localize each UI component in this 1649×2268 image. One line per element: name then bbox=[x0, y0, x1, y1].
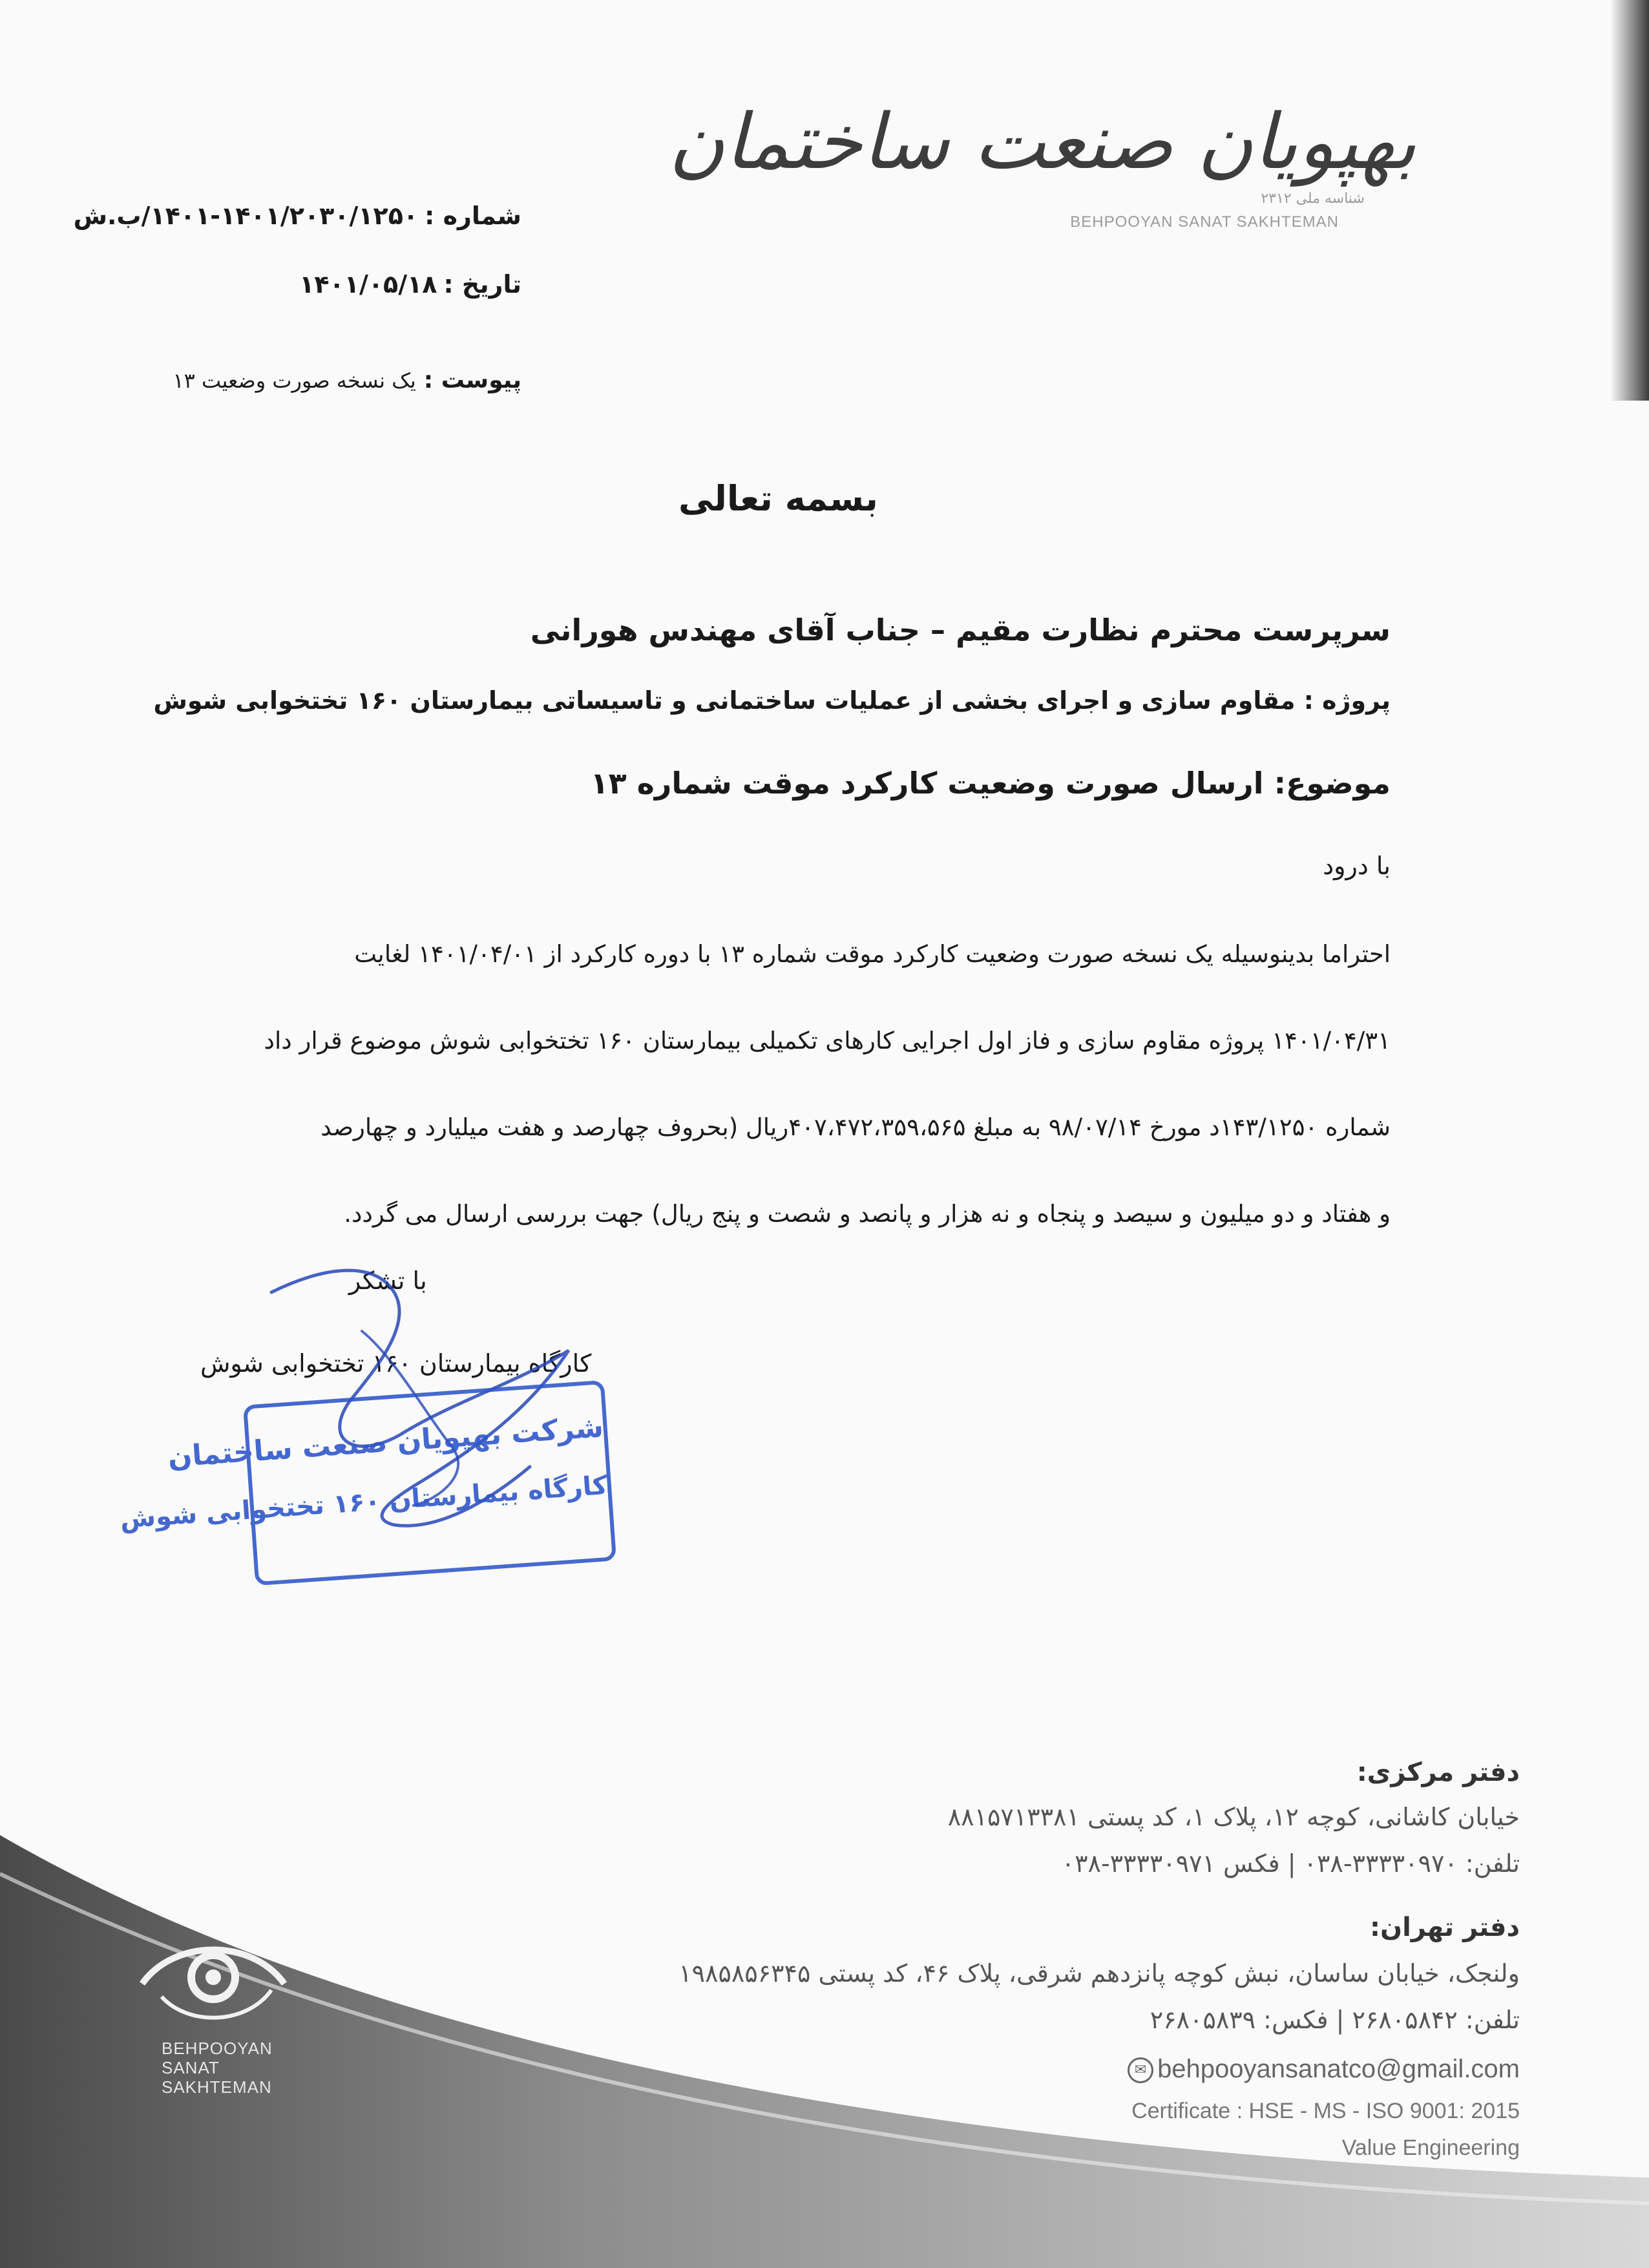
letter-number bbox=[74, 202, 521, 230]
email-text: behpooyansanatco@gmail.com bbox=[1157, 2055, 1520, 2083]
body-line: احتراما بدینوسیله یک نسخه صورت وضعیت کارکرد موقت شماره ۱۳ با دوره کارکرد از ۱۴۰۱/۰۴/۰۱ لغایت bbox=[354, 940, 1391, 968]
emblem-line-1: BEHPOOYAN bbox=[162, 2039, 273, 2058]
stamp-line-1: شرکت بهپویان صنعت ساختمان bbox=[167, 1411, 605, 1475]
tehran-office-address: ولنجک، خیابان ساسان، نبش کوچه پانزدهم شرقی، پلاک ۴۶، کد پستی ۱۹۸۵۸۵۶۳۴۵ bbox=[678, 1959, 1520, 1988]
emblem-line-3: SAKHTEMAN bbox=[162, 2077, 272, 2097]
letter-number-value: ۱۴۰۱/۲۰۳۰/۱۲۵۰-۱۴۰۱/ب.ش bbox=[73, 202, 419, 230]
letter-number-label: شماره : bbox=[425, 202, 521, 230]
company-english-name: BEHPOOYAN SANAT SAKHTEMAN bbox=[1070, 213, 1339, 231]
letter-date bbox=[299, 270, 521, 299]
closing-text: با تشکر bbox=[349, 1266, 427, 1295]
letter-date-value: ۱۴۰۱/۰۵/۱۸ bbox=[299, 270, 437, 299]
invocation-heading: بسمه تعالی bbox=[678, 478, 878, 519]
attachment-value: یک نسخه صورت وضعیت ۱۳ bbox=[173, 368, 416, 393]
signatory-text: کارگاه بیمارستان ۱۶۰ تختخوابی شوش bbox=[200, 1349, 592, 1378]
body-line: شماره ۱۴۳/۱۲۵۰د مورخ ۹۸/۰۷/۱۴ به مبلغ ۴۰۷،۴۷۲،۳۵۹،۵۶۵ریال (بحروف چهارصد و هفت میلیارد و چهارصد bbox=[320, 1113, 1391, 1141]
letter-body bbox=[247, 911, 1391, 1257]
email-icon: ✉ bbox=[1128, 2057, 1153, 2083]
emblem-line-2: SANAT bbox=[162, 2058, 220, 2077]
addressee-line: سرپرست محترم نظارت مقیم – جناب آقای مهندس هورانی bbox=[530, 613, 1391, 647]
company-stamp bbox=[119, 1380, 616, 1586]
project-line: پروژه : مقاوم سازی و اجرای بخشی از عملیات ساختمانی و تاسیساتی بیمارستان ۱۶۰ تختخوابی شوش bbox=[153, 686, 1391, 715]
scan-edge-shadow bbox=[1610, 0, 1649, 401]
attachment-label: پیوست : bbox=[423, 367, 521, 394]
contact-email bbox=[1128, 2055, 1520, 2084]
greeting: با درود bbox=[1323, 852, 1391, 880]
central-office-phone: تلفن: ۳۳۳۳۰۹۷۰-۰۳۸ | فکس ۳۳۳۳۰۹۷۱-۰۳۸ bbox=[1061, 1849, 1520, 1878]
emblem-caption bbox=[162, 2039, 273, 2097]
body-line: و هفتاد و دو میلیون و سیصد و پنجاه و نه هزار و پانصد و شصت و پنج ریال) جهت بررسی ارسال می گردد. bbox=[344, 1200, 1391, 1228]
central-office-address: خیابان کاشانی، کوچه ۱۲، پلاک ۱، کد پستی ۸۸۱۵۷۱۳۳۸۱ bbox=[947, 1803, 1520, 1831]
tehran-office-phone: تلفن: ۲۶۸۰۵۸۴۲ | فکس: ۲۶۸۰۵۸۳۹ bbox=[1150, 2006, 1520, 2034]
central-office-label: دفتر مرکزی: bbox=[1356, 1758, 1520, 1787]
tehran-office-label: دفتر تهران: bbox=[1369, 1913, 1520, 1942]
company-emblem-icon bbox=[136, 1913, 291, 2042]
value-engineering-line: Value Engineering bbox=[1341, 2136, 1520, 2160]
letter-attachment bbox=[173, 367, 521, 394]
company-logo-text: بهپویان صنعت ساختمان bbox=[668, 97, 1416, 186]
body-line: ۱۴۰۱/۰۴/۳۱ پروژه مقاوم سازی و فاز اول اجرایی کارهای تکمیلی بیمارستان ۱۶۰ تختخوابی شوش موضوع قرار داد bbox=[264, 1027, 1391, 1055]
company-id-line: شناسه ملی ۲۳۱۲ bbox=[1261, 191, 1365, 207]
letter-date-label: تاریخ : bbox=[443, 270, 521, 299]
stamp-line-2: کارگاه بیمارستان ۱۶۰ تختخوابی شوش bbox=[119, 1470, 609, 1535]
certificate-line: Certificate : HSE - MS - ISO 9001: 2015 bbox=[1131, 2099, 1520, 2123]
subject-line: موضوع: ارسال صورت وضعیت کارکرد موقت شماره ۱۳ bbox=[590, 766, 1391, 801]
